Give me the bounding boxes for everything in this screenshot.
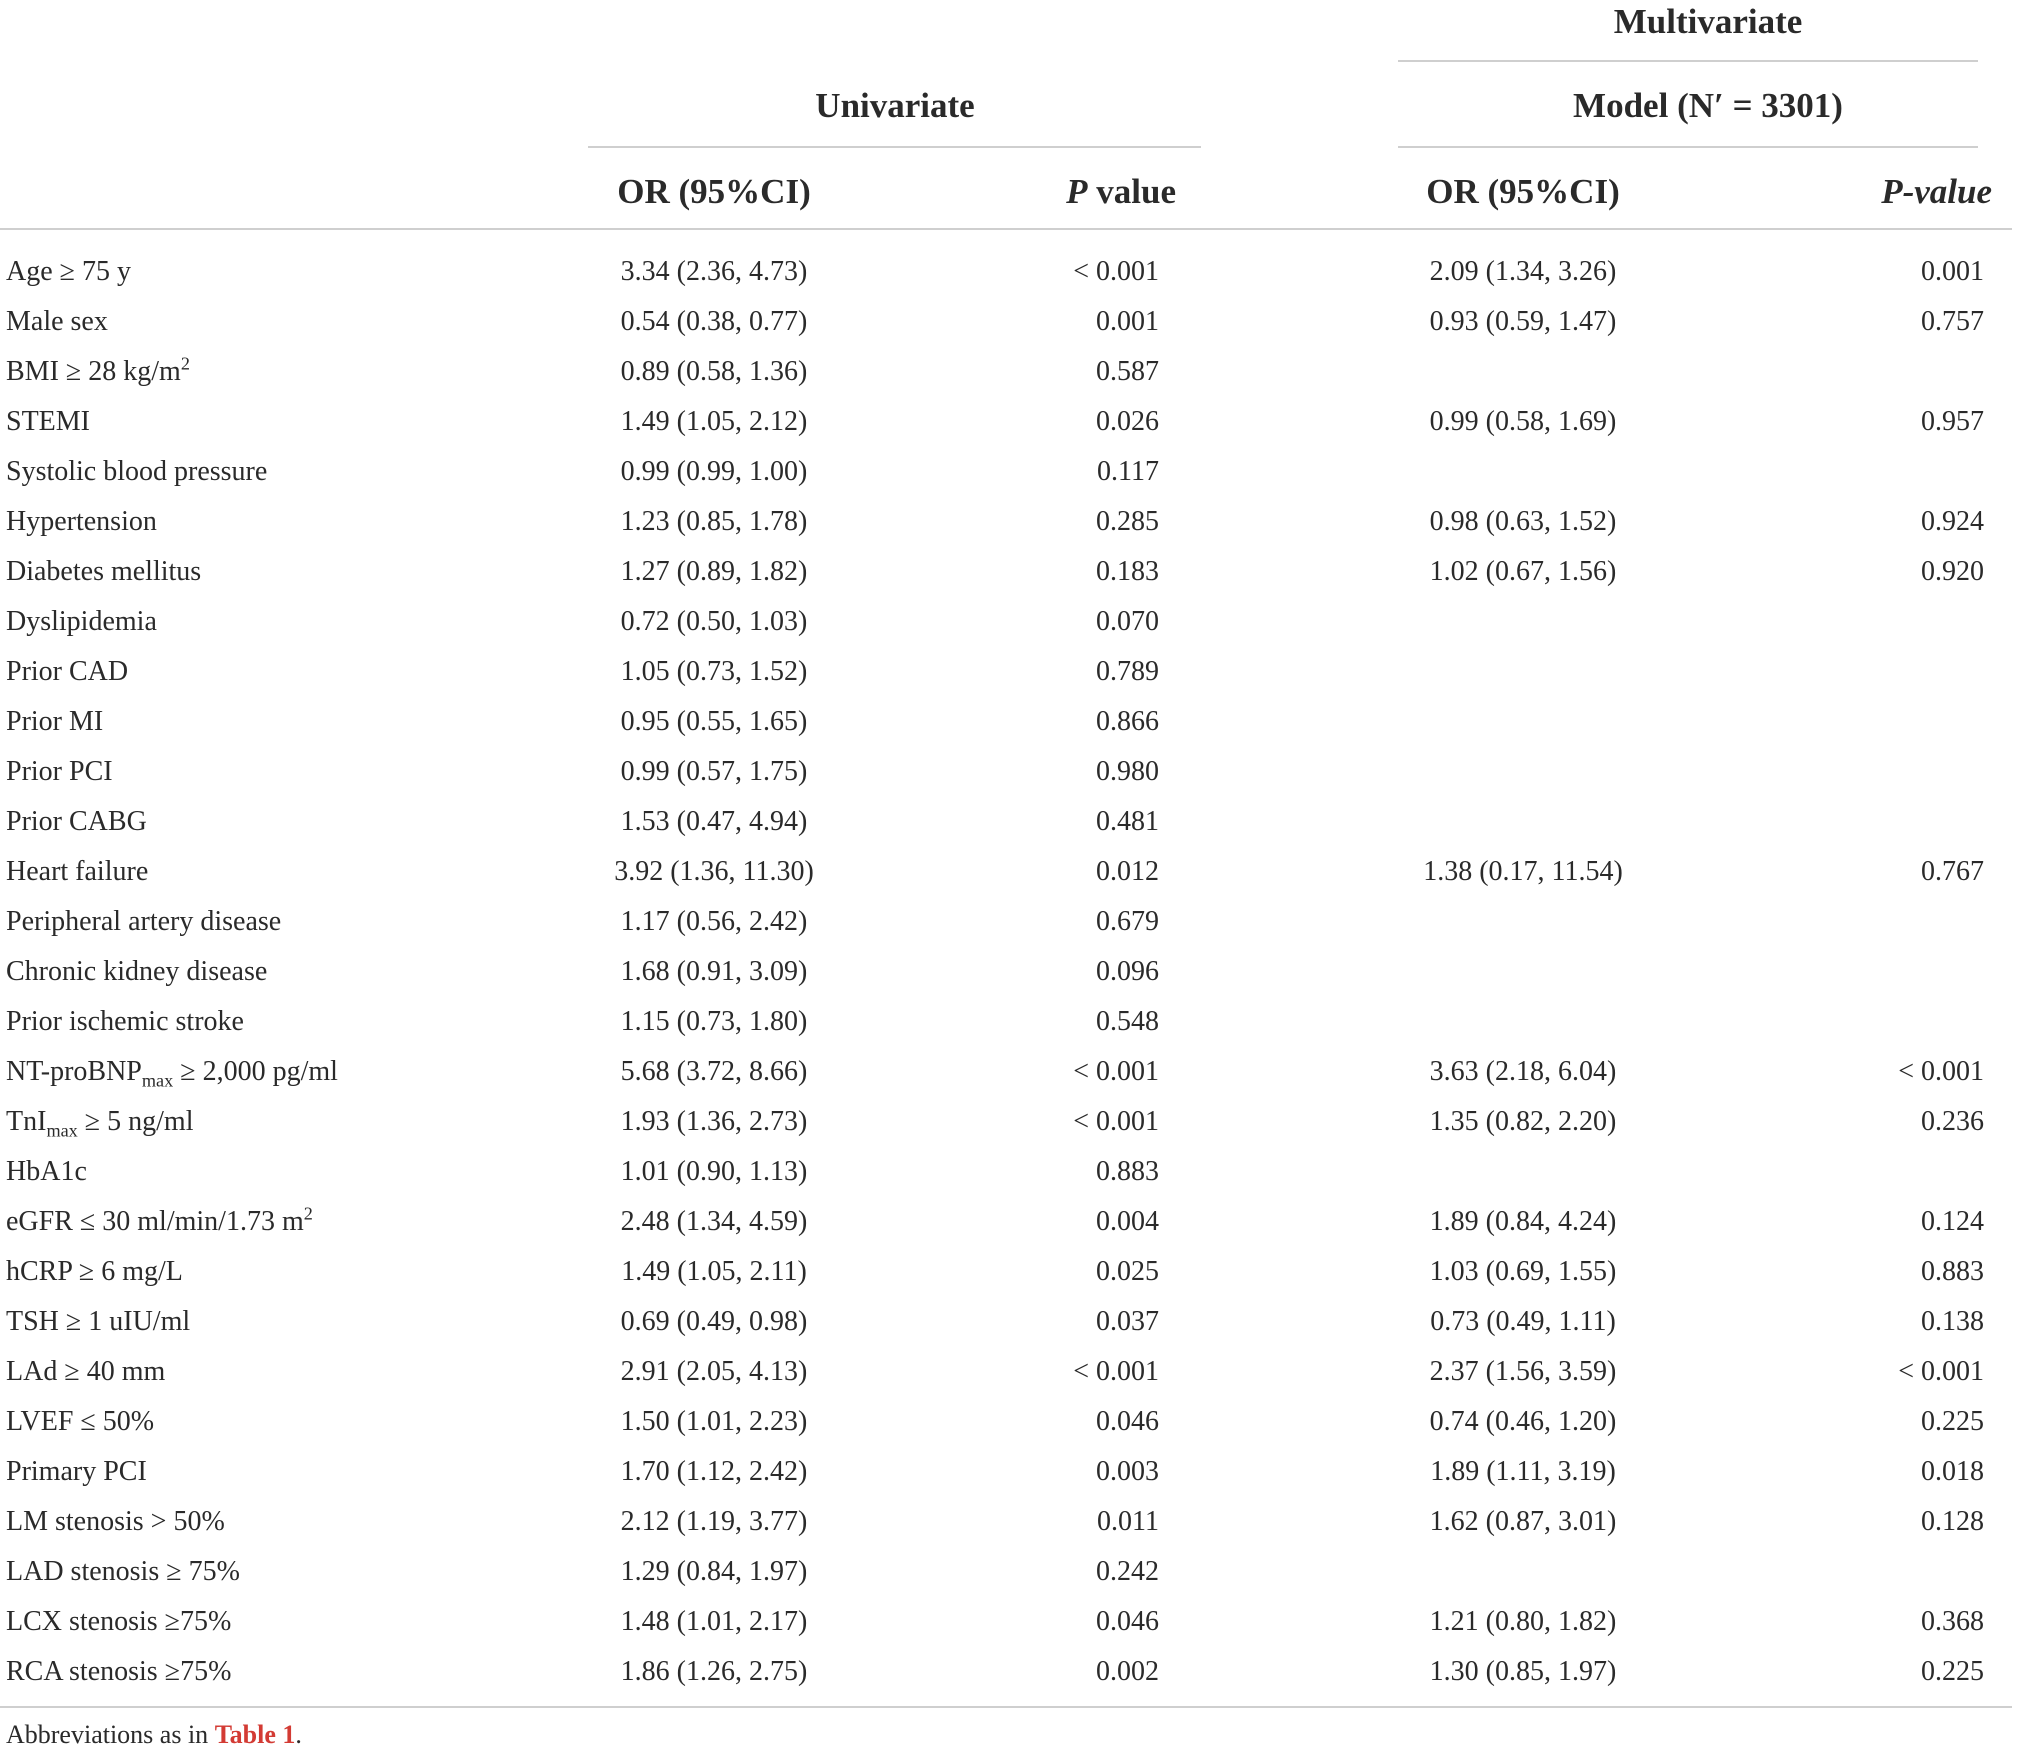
or-univariate-cell: 2.12 (1.19, 3.77) [620,1506,808,1537]
table-row [0,1647,2019,1697]
or-univariate-cell: 1.29 (0.84, 1.97) [620,1556,808,1587]
header-multivariate: Multivariate [1613,2,1803,41]
or-univariate-cell: 1.93 (1.36, 2.73) [620,1106,808,1137]
row-label: Hypertension [6,506,157,537]
rule-header-bottom [0,228,2012,230]
row-label: Prior CAD [6,656,129,687]
table-footnote: Abbreviations as in Table 1. [6,1720,302,1749]
or-univariate-cell: 1.86 (1.26, 2.75) [620,1656,808,1687]
or-multivariate-cell: 2.37 (1.56, 3.59) [1429,1356,1617,1387]
row-label: Dyslipidemia [6,606,157,637]
p-univariate-cell: 0.011 [1097,1506,1159,1537]
p-univariate-cell: 0.012 [1096,856,1159,887]
or-univariate-cell: 0.99 (0.57, 1.75) [620,756,808,787]
row-label: Chronic kidney disease [6,956,268,987]
p-univariate-cell: 0.046 [1096,1606,1159,1637]
or-univariate-cell: 1.50 (1.01, 2.23) [620,1406,808,1437]
p-univariate-cell: < 0.001 [1073,1056,1159,1087]
p-univariate-cell: 0.001 [1096,306,1159,337]
p-multivariate-cell: 0.924 [1921,506,1984,537]
or-multivariate-cell: 3.63 (2.18, 6.04) [1429,1056,1617,1087]
rule-univariate [588,146,1201,148]
table-row [0,1397,2019,1447]
p-univariate-cell: 0.004 [1096,1206,1159,1237]
p-multivariate-cell: 0.236 [1921,1106,1984,1137]
p-univariate-cell: 0.242 [1096,1556,1159,1587]
or-univariate-cell: 3.92 (1.36, 11.30) [614,856,814,887]
or-univariate-cell: 0.99 (0.99, 1.00) [620,456,808,487]
or-univariate-cell: 1.70 (1.12, 2.42) [620,1456,808,1487]
table-row [0,1197,2019,1247]
p-multivariate-cell: < 0.001 [1898,1356,1984,1387]
or-multivariate-cell: 1.38 (0.17, 11.54) [1423,856,1623,887]
row-label: BMI ≥ 28 $kg/m^2$ [6,353,190,387]
table-row [0,647,2019,697]
or-multivariate-cell: 1.03 (0.69, 1.55) [1429,1256,1617,1287]
p-multivariate-cell: 0.920 [1921,556,1984,587]
table-row [0,1447,2019,1497]
p-univariate-cell: < 0.001 [1073,1356,1159,1387]
row-label: TnI$_{max}$ ≥ 5 ng/ml [6,1106,194,1141]
table-row [0,297,2019,347]
row-label: Age ≥ 75 y [6,256,132,287]
or-multivariate-cell: 1.35 (0.82, 2.20) [1429,1106,1617,1137]
or-univariate-cell: 1.27 (0.89, 1.82) [620,556,808,587]
row-label: eGFR ≤ 30 ml/min/1.73 $m^2$ [6,1203,313,1237]
or-univariate-cell: 0.54 (0.38, 0.77) [620,306,808,337]
table-row [0,897,2019,947]
or-multivariate-cell: 0.93 (0.59, 1.47) [1429,306,1617,337]
p-multivariate-cell: 0.001 [1921,256,1984,287]
row-label: TSH ≥ 1 uIU/ml [6,1306,191,1337]
header-p-multivariate: P-value [1881,172,1992,211]
p-univariate-cell: 0.285 [1096,506,1159,537]
p-multivariate-cell: 0.128 [1921,1506,1984,1537]
table-row [0,1047,2019,1097]
rule-model [1398,146,1978,148]
table-row [0,797,2019,847]
table-row [0,1547,2019,1597]
header-univariate: Univariate [815,86,975,125]
row-label: LM stenosis > 50% [6,1506,225,1537]
row-label: Male sex [6,306,108,337]
p-multivariate-cell: 0.767 [1921,856,1984,887]
or-multivariate-cell: 1.89 (1.11, 3.19) [1430,1456,1616,1487]
table-row [0,1097,2019,1147]
table-row [0,1247,2019,1297]
p-univariate-cell: < 0.001 [1073,1106,1159,1137]
row-label: HbA1c [6,1156,87,1187]
row-label: Prior PCI [6,756,113,787]
row-label: Heart failure [6,856,149,887]
or-univariate-cell: 1.23 (0.85, 1.78) [620,506,808,537]
p-univariate-cell: 0.026 [1096,406,1159,437]
table-row [0,247,2019,297]
p-univariate-cell: 0.548 [1096,1006,1159,1037]
table-row [0,447,2019,497]
p-univariate-cell: 0.117 [1097,456,1159,487]
row-label: LAD stenosis ≥ 75% [6,1556,240,1587]
table-row [0,747,2019,797]
row-label: Primary PCI [6,1456,147,1487]
p-univariate-cell: 0.679 [1096,906,1159,937]
or-multivariate-cell: 1.02 (0.67, 1.56) [1429,556,1617,587]
row-label: LVEF ≤ 50% [6,1406,155,1437]
or-univariate-cell: 5.68 (3.72, 8.66) [620,1056,808,1087]
table-row [0,1297,2019,1347]
or-univariate-cell: 1.49 (1.05, 2.12) [620,406,808,437]
p-univariate-cell: < 0.001 [1073,256,1159,287]
p-univariate-cell: 0.866 [1096,706,1159,737]
p-univariate-cell: 0.070 [1096,606,1159,637]
p-univariate-cell: 0.046 [1096,1406,1159,1437]
row-label: hCRP ≥ 6 mg/L [6,1256,183,1287]
or-univariate-cell: 0.95 (0.55, 1.65) [620,706,808,737]
or-univariate-cell: 2.48 (1.34, 4.59) [620,1206,808,1237]
table-row [0,1147,2019,1197]
row-label: LCX stenosis ≥75% [6,1606,232,1637]
table-row [0,1347,2019,1397]
or-univariate-cell: 1.15 (0.73, 1.80) [620,1006,808,1037]
or-multivariate-cell: 0.98 (0.63, 1.52) [1429,506,1617,537]
table-row [0,597,2019,647]
row-label: Peripheral artery disease [6,906,282,937]
p-univariate-cell: 0.481 [1096,806,1159,837]
or-multivariate-cell: 1.21 (0.80, 1.82) [1429,1606,1617,1637]
p-multivariate-cell: 0.957 [1921,406,1984,437]
table-1-link[interactable]: Table 1 [214,1720,296,1749]
or-multivariate-cell: 0.99 (0.58, 1.69) [1429,406,1617,437]
p-univariate-cell: 0.183 [1096,556,1159,587]
or-univariate-cell: 0.72 (0.50, 1.03) [620,606,808,637]
or-multivariate-cell: 1.62 (0.87, 3.01) [1429,1506,1617,1537]
or-univariate-cell: 1.05 (0.73, 1.52) [620,656,808,687]
or-multivariate-cell: 0.73 (0.49, 1.11) [1430,1306,1616,1337]
row-label: Systolic blood pressure [6,456,268,487]
row-label: Diabetes mellitus [6,556,202,587]
p-univariate-cell: 0.037 [1096,1306,1159,1337]
or-multivariate-cell: 2.09 (1.34, 3.26) [1429,256,1617,287]
table-row [0,697,2019,747]
p-univariate-cell: 0.003 [1096,1456,1159,1487]
row-label: LAd ≥ 40 mm [6,1356,166,1387]
or-univariate-cell: 3.34 (2.36, 4.73) [620,256,808,287]
row-label: RCA stenosis ≥75% [6,1656,232,1687]
or-univariate-cell: 2.91 (2.05, 4.13) [620,1356,808,1387]
p-univariate-cell: 0.025 [1096,1256,1159,1287]
table-row [0,547,2019,597]
or-univariate-cell: 1.53 (0.47, 4.94) [620,806,808,837]
p-multivariate-cell: < 0.001 [1898,1056,1984,1087]
or-univariate-cell: 1.68 (0.91, 3.09) [620,956,808,987]
row-label: Prior ischemic stroke [6,1006,244,1037]
p-univariate-cell: 0.002 [1096,1656,1159,1687]
p-multivariate-cell: 0.018 [1921,1456,1984,1487]
or-multivariate-cell: 1.89 (0.84, 4.24) [1429,1206,1617,1237]
row-label: Prior MI [6,706,104,737]
p-univariate-cell: 0.789 [1096,656,1159,687]
or-univariate-cell: 1.01 (0.90, 1.13) [620,1156,808,1187]
or-univariate-cell: 1.17 (0.56, 2.42) [620,906,808,937]
row-label: Prior CABG [6,806,147,837]
or-univariate-cell: 0.89 (0.58, 1.36) [620,356,808,387]
header-or-multivariate: OR (95%CI) [1426,172,1620,211]
p-multivariate-cell: 0.124 [1921,1206,1984,1237]
header-model: Model (N′ = 3301) [1573,86,1843,125]
table-row [0,847,2019,897]
or-multivariate-cell: 0.74 (0.46, 1.20) [1429,1406,1617,1437]
header-p-univariate: P value [1066,172,1176,211]
header-or-univariate: OR (95%CI) [617,172,811,211]
row-label: STEMI [6,406,90,437]
p-multivariate-cell: 0.138 [1921,1306,1984,1337]
or-univariate-cell: 1.48 (1.01, 2.17) [620,1606,808,1637]
table-row [0,397,2019,447]
table-row [0,947,2019,997]
p-multivariate-cell: 0.225 [1921,1656,1984,1687]
or-univariate-cell: 0.69 (0.49, 0.98) [620,1306,808,1337]
p-univariate-cell: 0.883 [1096,1156,1159,1187]
table-row [0,497,2019,547]
table-row [0,997,2019,1047]
p-multivariate-cell: 0.883 [1921,1256,1984,1287]
p-multivariate-cell: 0.368 [1921,1606,1984,1637]
p-multivariate-cell: 0.225 [1921,1406,1984,1437]
p-univariate-cell: 0.587 [1096,356,1159,387]
row-label: NT-proBNP$_{max}$ ≥ 2,000 pg/ml [6,1056,338,1091]
rule-multivariate [1398,60,1978,62]
table-row [0,1597,2019,1647]
p-multivariate-cell: 0.757 [1921,306,1984,337]
p-univariate-cell: 0.980 [1096,756,1159,787]
table-row [0,1497,2019,1547]
or-multivariate-cell: 1.30 (0.85, 1.97) [1429,1656,1617,1687]
p-univariate-cell: 0.096 [1096,956,1159,987]
or-univariate-cell: 1.49 (1.05, 2.11) [621,1256,807,1287]
rule-table-bottom [0,1706,2012,1708]
table-row [0,347,2019,397]
